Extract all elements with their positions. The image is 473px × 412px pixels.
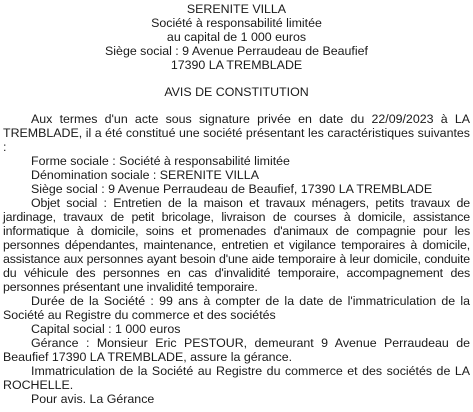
duree-societe: Durée de la Société : 99 ans à compter de la date de l'immatriculation de la Société au Registre du commerce et des sociétés — [3, 294, 470, 322]
company-address: Siège social : 9 Avenue Perraudeau de Beaufief — [105, 44, 368, 58]
intro-paragraph: Aux termes d'un acte sous signature privée en date du 22/09/2023 à LA TREMBLADE, il a été constitué une société présentant les caractéristiques suivantes : — [3, 112, 470, 154]
company-city: 17390 LA TREMBLADE — [170, 58, 303, 72]
notice-heading: AVIS DE CONSTITUTION — [164, 85, 309, 99]
objet-social: Objet social : Entretien de la maison et travaux ménagers, petits travaux de jardinage, travaux de petit bricolage, livraison de courses à domicile, assistance informatique à domicile, soins et promenades d'animaux de compagnie pour les personnes dépendantes, maintenance, entretien et vigilance temporaires à domicile, assistance aux personnes ayant besoin d'une aide temporaire à leur domicile, conduite du véhicule des personnes en cas d'invalidité temporaire, accompagnement des personnes présentant une invalidité temporaire. — [3, 196, 470, 294]
capital-social: Capital social : 1 000 euros — [31, 322, 181, 336]
company-name: SERENITE VILLA — [186, 2, 287, 16]
notice-header — [3, 2, 470, 72]
gerance: Gérance : Monsieur Eric PESTOUR, demeurant 9 Avenue Perraudeau de Beaufief 17390 LA TREMBLADE, assure la gérance. — [3, 336, 470, 364]
company-capital: au capital de 1 000 euros — [166, 30, 307, 44]
notice-body — [3, 112, 470, 406]
forme-sociale: Forme sociale : Société à responsabilité limitée — [31, 154, 290, 168]
immatriculation: Immatriculation de la Société au Registre du commerce et des sociétés de LA ROCHELLE. — [3, 364, 470, 392]
siege-social: Siège social : 9 Avenue Perraudeau de Beaufief, 17390 LA TREMBLADE — [31, 182, 433, 196]
signature: Pour avis. La Gérance — [31, 392, 155, 406]
denomination-sociale: Dénomination sociale : SERENITE VILLA — [31, 168, 259, 182]
company-form: Société à responsabilité limitée — [151, 16, 322, 30]
